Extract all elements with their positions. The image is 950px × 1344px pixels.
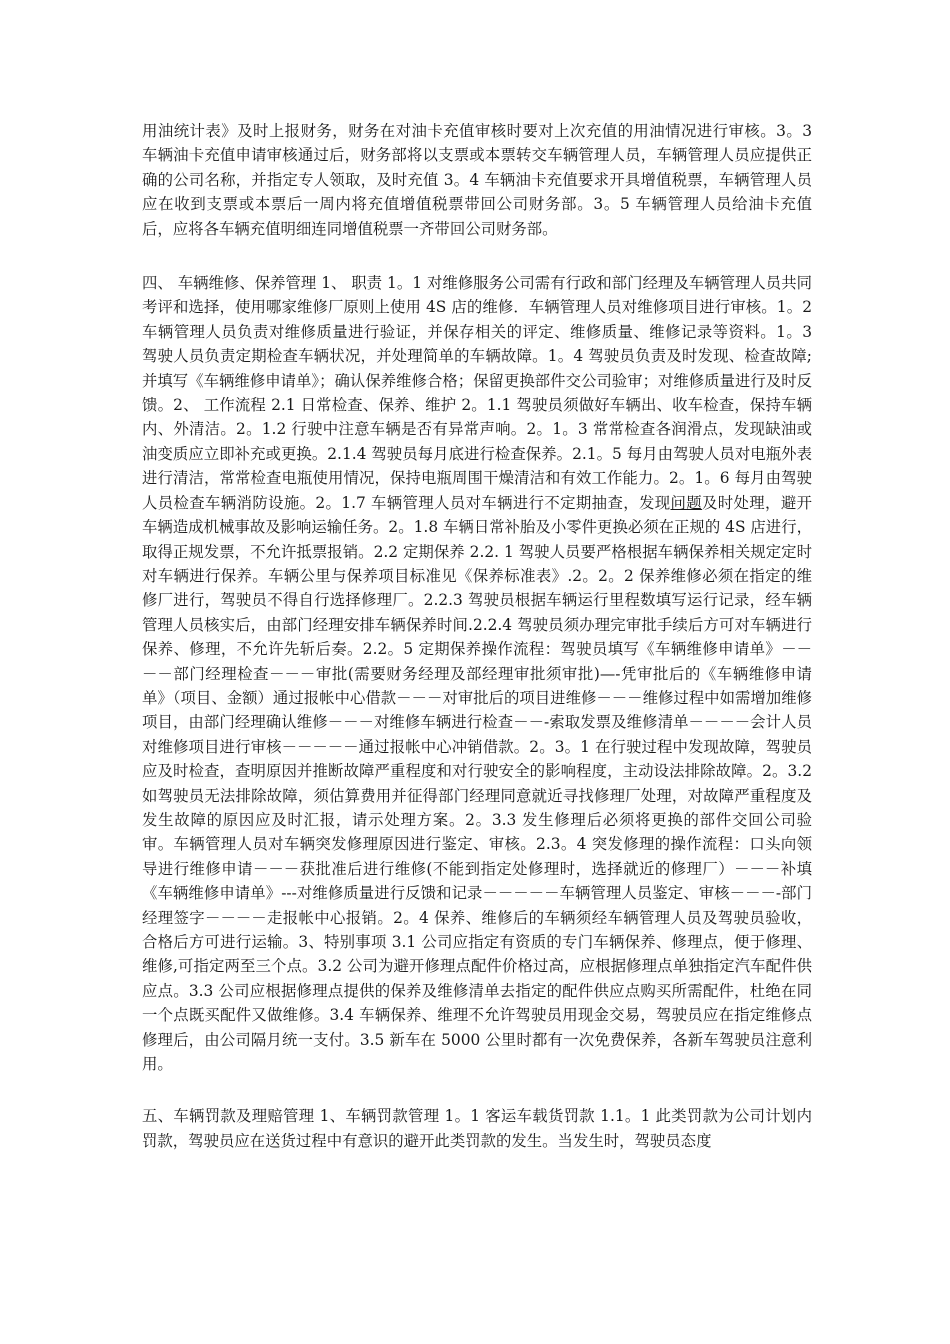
paragraph-vehicle-maintenance — [142, 271, 812, 1076]
paragraph-fuel-card: 用油统计表》及时上报财务，财务在对油卡充值审核时要对上次充值的用油情况进行审核。3。3 车辆油卡充值申请审核通过后，财务部将以支票或本票转交车辆管理人员，车辆管理人员应提供正确的公司名称，并指定专人领取，及时充值 3。4 车辆油卡充值要求开具增值税票，车辆管理人员应在收到支票或本票后一周内将充值增值税票带回公司财务部。3。5 车辆管理人员给油卡充值后，应将各车辆充值明细连同增值税票一齐带回公司财务部。 — [142, 122, 812, 238]
problem-link[interactable]: 问题 — [670, 493, 703, 512]
paragraph-vehicle-fines: 五、车辆罚款及理赔管理 1、车辆罚款管理 1。1 客运车载货罚款 1.1。1 此类罚款为公司计划内罚款，驾驶员应在送货过程中有意识的避开此类罚款的发生。当发生时，驾驶员态度 — [142, 1107, 812, 1150]
paragraph-gap — [142, 1076, 812, 1104]
paragraph-text: 四、 车辆维修、保养管理 1、 职责 1。1 对维修服务公司需有行政和部门经理及车辆管理人员共同考评和选择，使用哪家维修厂原则上使用 4S 店的维修．车辆管理人员对维修项目进行审核。1。2 车辆管理人员负责对维修质量进行验证，并保存相关的评定、维修质量、维修记录等资料。1。3 驾驶人员负责定期检查车辆状况，并处理简单的车辆故障。1。4 驾驶员负责及时发现、检查故障;并填写《车辆维修申请单》；确认保养维修合格；保留更换部件交公司验审；对维修质量进行及时反馈。2、 工作流程 2.1 日常检查、保养、维护 2。1.1 驾驶员须做好车辆出、收车检查，保持车辆内、外清洁。2。1.2 行驶中注意车辆是否有异常声响。2。1。3 常常检查各润滑点，发现缺油或油变质应立即补充或更换。2.1.4 驾驶员每月底进行检查保养。2.1。5 每月由驾驶人员对电瓶外表进行清洁，常常检查电瓶使用情况，保持电瓶周围干燥清洁和有效工作能力。2。1。6 每月由驾驶人员检查车辆消防设施。2。1.7 车辆管理人员对车辆进行不定期抽查，发现 — [142, 274, 812, 512]
paragraph-text: 及时处理，避开车辆造成机械事故及影响运输任务。2。1.8 车辆日常补胎及小零件更换必须在正规的 4S 店进行，取得正规发票，不允许抵票报销。2.2 定期保养 2.2. 1 驾驶人员要严格根据车辆保养相关规定定时对车辆进行保养。车辆公里与保养项目标准见《保养标准表》.2。2。2 保养维修必须在指定的维修厂进行，驾驶员不得自行选择修理厂。2.2.3 驾驶员根据车辆运行里程数填写运行记录，经车辆管理人员核实后，由部门经理安排车辆保养时间.2.2.4 驾驶员须办理完审批手续后方可对车辆进行保养、修理，不允许先斩后奏。2.2。5 定期保养操作流程：驾驶员填写《车辆维修申请单》－－－－部门经理检查－－－审批(需要财务经理及部经理审批须审批)—-凭审批后的《车辆维修申请单》（项目、金额）通过报帐中心借款－－－对审批后的项目进维修－－－维修过程中如需增加维修项目，由部门经理确认维修－－－对维修车辆进行检查－－-索取发票及维修清单－－－－会计人员对维修项目进行审核－－－－－通过报帐中心冲销借款。2。3。1 在行驶过程中发现故障，驾驶员应及时检查，查明原因并推断故障严重程度和对行驶安全的影响程度，主动设法排除故障。2。3.2 如驾驶员无法排除故障，须估算费用并征得部门经理同意就近寻找修理厂处理，对故障严重程度及发生故障的原因应及时汇报，请示处理方案。2。3.3 发生修理后必须将更换的部件交回公司验审。车辆管理人员对车辆突发修理原因进行鉴定、审核。2.3。4 突发修理的操作流程：口头向领导进行维修申请－－－获批准后进行维修(不能到指定处修理时，选择就近的修理厂）－－－补填《车辆维修申请单》---对维修质量进行反馈和记录－－－－－车辆管理人员鉴定、审核－－－-部门经理签字－－－－走报帐中心报销。2。4 保养、维修后的车辆须经车辆管理人员及驾驶员验收，合格后方可进行运输。3、特别事项 3.1 公司应指定有资质的专门车辆保养、修理点，便于修理、维修,可指定两至三个点。3.2 公司为避开修理点配件价格过高，应根据修理点单独指定汽车配件供应点。3.3 公司应根据修理点提供的保养及维修清单去指定的配件供应点购买所需配件，杜绝在同一个点既买配件又做维修。3.4 车辆保养、维理不允许驾驶员用现金交易，驾驶员应在指定维修点修理后，由公司隔月统一支付。3.5 新车在 5000 公里时都有一次免费保养，各新车驾驶员注意利用。 — [142, 493, 812, 1074]
document-page — [142, 119, 812, 1153]
paragraph-gap — [142, 241, 812, 271]
